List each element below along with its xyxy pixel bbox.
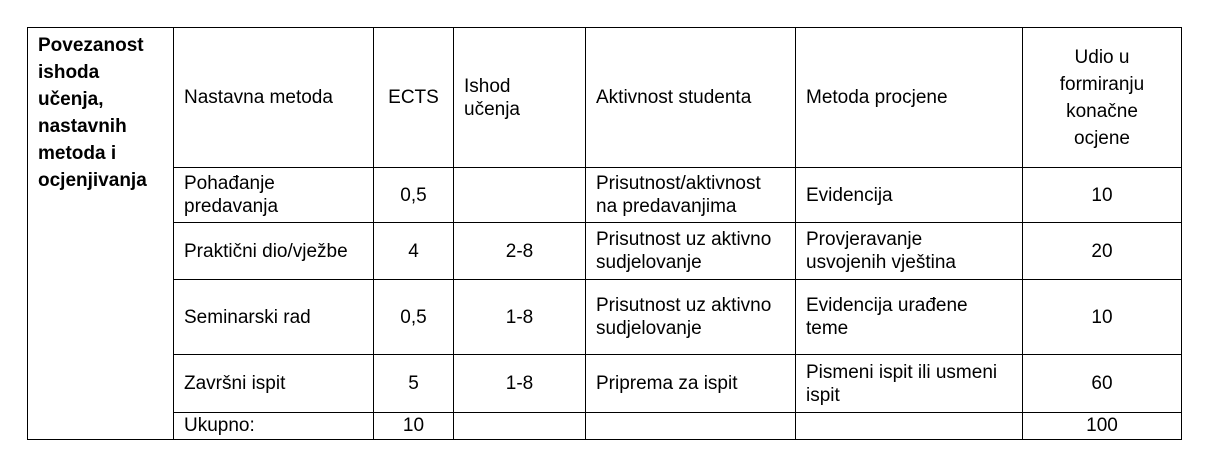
- assessment-line: teme: [806, 318, 849, 339]
- table-row: [28, 223, 1182, 280]
- outcome-cell: 2-8: [454, 223, 586, 280]
- total-share: 100: [1023, 413, 1182, 440]
- ects-cell: 0,5: [374, 168, 454, 223]
- method-cell: [174, 280, 374, 355]
- assessment-table: [27, 27, 1182, 440]
- method-line: Praktični dio/vježbe: [184, 240, 348, 262]
- table-row: [28, 355, 1182, 413]
- side-header-line: metoda i: [38, 143, 117, 164]
- outcome-cell: 1-8: [454, 355, 586, 413]
- method-line: Pohađanje: [184, 173, 275, 194]
- table-row: [28, 280, 1182, 355]
- side-header-line: ocjenjivanja: [38, 170, 147, 191]
- activity-cell: [586, 355, 796, 413]
- side-header-cell: [28, 28, 174, 440]
- activity-cell: [586, 223, 796, 280]
- assessment-line: usvojenih vještina: [806, 252, 956, 273]
- assessment-line: Pismeni ispit ili usmeni: [806, 361, 998, 383]
- total-row: [28, 413, 1182, 440]
- outcome-cell: 1-8: [454, 280, 586, 355]
- header-share-line: ocjene: [1074, 127, 1130, 149]
- assessment-line: Evidencija: [806, 184, 893, 206]
- method-cell: [174, 168, 374, 223]
- total-assessment-empty: [796, 413, 1023, 440]
- activity-cell: [586, 168, 796, 223]
- header-activity: Aktivnost studenta: [586, 28, 796, 168]
- header-outcome-line: Ishod: [464, 75, 511, 97]
- total-ects: 10: [374, 413, 454, 440]
- side-header-line: učenja,: [38, 89, 104, 110]
- table-row: [28, 168, 1182, 223]
- total-outcome-empty: [454, 413, 586, 440]
- header-outcome-line: učenja: [464, 98, 520, 120]
- activity-line: sudjelovanje: [596, 252, 702, 273]
- method-line: Seminarski rad: [184, 306, 311, 328]
- ects-cell: 4: [374, 223, 454, 280]
- activity-line: Prisutnost uz aktivno: [596, 229, 772, 250]
- total-label: Ukupno:: [174, 413, 374, 440]
- share-cell: 10: [1023, 168, 1182, 223]
- assessment-cell: [796, 355, 1023, 413]
- share-cell: 10: [1023, 280, 1182, 355]
- method-line: Završni ispit: [184, 373, 286, 394]
- activity-cell: [586, 280, 796, 355]
- header-share-line: konačne: [1066, 100, 1138, 122]
- activity-line: sudjelovanje: [596, 318, 702, 339]
- method-line: predavanja: [184, 196, 279, 217]
- ects-cell: 5: [374, 355, 454, 413]
- side-header-line: Povezanost: [38, 35, 144, 56]
- share-cell: 60: [1023, 355, 1182, 413]
- side-header-line: nastavnih: [38, 116, 127, 137]
- assessment-line: Provjeravanje: [806, 229, 923, 250]
- assessment-line: Evidencija urađene: [806, 295, 968, 316]
- side-header-line: ishoda: [38, 62, 100, 83]
- header-method: Nastavna metoda: [174, 28, 374, 168]
- activity-line: Prisutnost uz aktivno: [596, 295, 772, 316]
- header-share: [1023, 28, 1182, 168]
- assessment-cell: [796, 223, 1023, 280]
- method-cell: [174, 355, 374, 413]
- method-cell: [174, 223, 374, 280]
- header-assessment: Metoda procjene: [796, 28, 1023, 168]
- header-ects: ECTS: [374, 28, 454, 168]
- activity-line: Prisutnost/aktivnost: [596, 173, 761, 194]
- outcome-cell: [454, 168, 586, 223]
- share-cell: 20: [1023, 223, 1182, 280]
- assessment-cell: [796, 280, 1023, 355]
- assessment-cell: [796, 168, 1023, 223]
- header-share-line: Udio u: [1074, 46, 1130, 68]
- activity-line: Priprema za ispit: [596, 373, 738, 394]
- activity-line: na predavanjima: [596, 196, 737, 217]
- total-activity-empty: [586, 413, 796, 440]
- header-outcome: [454, 28, 586, 168]
- header-row: [28, 28, 1182, 168]
- assessment-line: ispit: [806, 384, 840, 406]
- header-share-line: formiranju: [1059, 73, 1145, 95]
- ects-cell: 0,5: [374, 280, 454, 355]
